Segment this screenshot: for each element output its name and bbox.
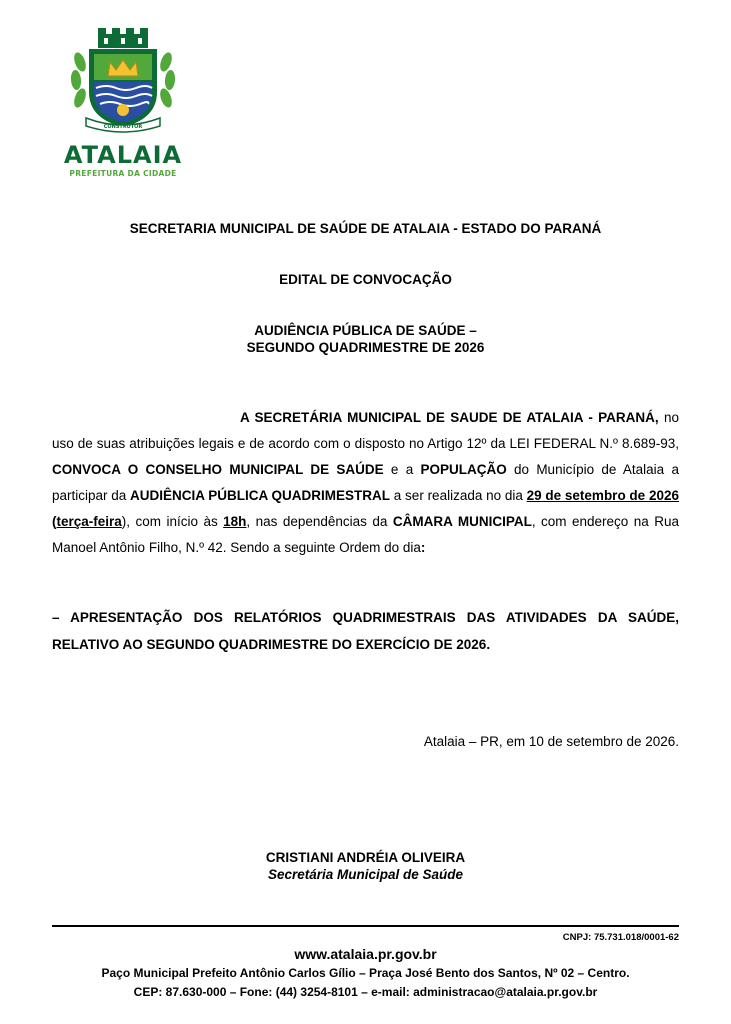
footer-divider <box>52 925 679 927</box>
ribbon-text: CONSTRUTOR <box>103 124 143 130</box>
logo-subtitle: PREFEITURA DA CIDADE <box>69 169 177 178</box>
p1-populacao: POPULAÇÃO <box>420 462 507 477</box>
p1-text: no uso de suas atribuições legais e de acordo com o disposto no Artigo 12º da LEI FEDERAL N.º 8.689-93, <box>52 410 679 451</box>
p1-camara: CÂMARA MUNICIPAL <box>392 514 532 529</box>
agenda-paragraph: – APRESENTAÇÃO DOS RELATÓRIOS QUADRIMESTRAIS DAS ATIVIDADES DA SAÚDE, RELATIVO AO SEGUNDO QUADRIMESTRE DO EXERCÍCIO DE 2026. <box>52 610 679 652</box>
logo-name: ATALAIA <box>63 141 183 169</box>
p1-text: , com endereço na Rua Manoel Antônio Filho, N.º 42. Sendo a seguinte Ordem do dia <box>52 514 679 555</box>
contact: CEP: 87.630-000 – Fone: (44) 3254-8101 – e-mail: administracao@atalaia.pr.gov.br <box>133 985 598 999</box>
audiencia-line-2: SEGUNDO QUADRIMESTRE DE 2026 <box>246 340 485 355</box>
convocation-paragraph <box>52 405 679 561</box>
audiencia-line-1: AUDIÊNCIA PÚBLICA DE SAÚDE – <box>254 323 477 338</box>
p1-audiencia: AUDIÊNCIA PÚBLICA QUADRIMESTRAL <box>130 488 391 503</box>
city-logo <box>58 22 188 182</box>
p1-convoca: CONVOCA O CONSELHO MUNICIPAL DE SAÚDE <box>52 462 384 477</box>
signatory-name: CRISTIANI ANDRÉIA OLIVEIRA <box>265 850 466 865</box>
audiencia-heading <box>0 322 731 356</box>
website: www.atalaia.pr.gov.br <box>294 946 437 962</box>
p1-text: e a <box>383 462 421 477</box>
date-line: Atalaia – PR, em 10 de setembro de 2026. <box>423 734 679 749</box>
p1-colon: : <box>420 540 426 555</box>
p1-secretaria: A SECRETÁRIA MUNICIPAL DE SAUDE DE ATALAIA - PARANÁ, <box>240 410 659 425</box>
p1-time: 18h <box>223 514 247 529</box>
p1-weekday: terça-feira <box>56 514 122 529</box>
p1-text: , nas dependências da <box>246 514 393 529</box>
edital-heading: EDITAL DE CONVOCAÇÃO <box>279 272 452 287</box>
p1-paren: ( <box>52 514 57 529</box>
signatory-role: Secretária Municipal de Saúde <box>267 867 464 882</box>
p1-text: ), com início às <box>121 514 224 529</box>
coat-of-arms-icon <box>66 22 180 134</box>
secretaria-heading: SECRETARIA MUNICIPAL DE SAÚDE DE ATALAIA - ESTADO DO PARANÁ <box>129 221 602 236</box>
cnpj: CNPJ: 75.731.018/0001-62 <box>562 932 679 943</box>
p1-text: a ser realizada no dia <box>390 488 527 503</box>
p1-event-date: 29 de setembro de 2026 <box>526 488 679 503</box>
address: Paço Municipal Prefeito Antônio Carlos Gílio – Praça José Bento dos Santos, Nº 02 – Centro. <box>101 966 630 980</box>
p1-text: do Município de Atalaia a participar da <box>52 462 679 503</box>
